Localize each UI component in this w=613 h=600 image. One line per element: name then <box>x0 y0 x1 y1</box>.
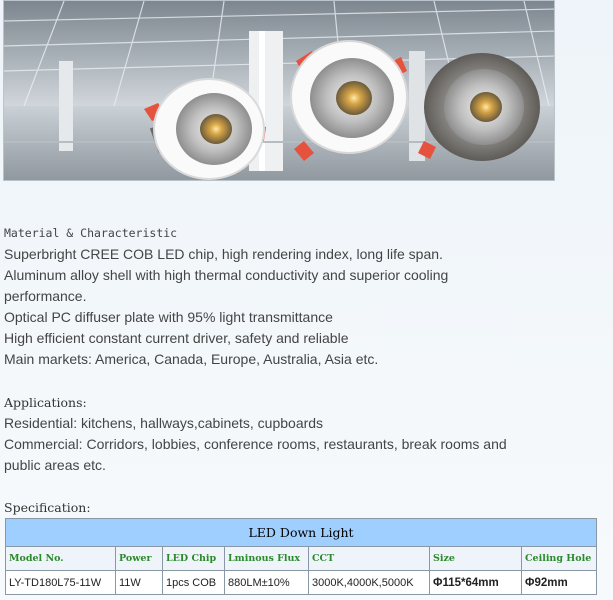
table-row <box>6 571 597 595</box>
header-ceiling-hole: Ceiling Hole <box>522 547 597 571</box>
cell-ceiling-hole: Φ92mm <box>522 571 597 595</box>
material-characteristic-heading: Material & Characteristic <box>4 226 178 240</box>
feature-line: performance. <box>4 288 87 304</box>
header-size: Size <box>430 547 522 571</box>
applications-heading: Applications: <box>4 395 87 410</box>
application-line: public areas etc. <box>4 457 106 473</box>
specification-heading: Specification: <box>4 500 91 515</box>
cell-size: Φ115*64mm <box>430 571 522 595</box>
feature-line: Optical PC diffuser plate with 95% light transmittance <box>4 309 333 325</box>
table-caption: LED Down Light <box>6 519 597 547</box>
header-cct: CCT <box>309 547 430 571</box>
table-header-row <box>6 547 597 571</box>
feature-line: High efficient constant current driver, safety and reliable <box>4 330 349 346</box>
header-luminous-flux: Lminous Flux <box>225 547 309 571</box>
cell-model-no: LY-TD180L75-11W <box>6 571 116 595</box>
header-model-no: Model No. <box>6 547 116 571</box>
cell-luminous-flux: 880LM±10% <box>225 571 309 595</box>
header-power: Power <box>116 547 163 571</box>
product-hero-image <box>3 0 555 181</box>
feature-line: Main markets: America, Canada, Europe, Australia, Asia etc. <box>4 351 379 367</box>
feature-line: Superbright CREE COB LED chip, high rendering index, long life span. <box>4 246 443 262</box>
cell-led-chip: 1pcs COB <box>163 571 225 595</box>
specification-table <box>5 518 597 595</box>
header-led-chip: LED Chip <box>163 547 225 571</box>
feature-line: Aluminum alloy shell with high thermal conductivity and superior cooling <box>4 267 449 283</box>
application-line: Commercial: Corridors, lobbies, conference rooms, restaurants, break rooms and <box>4 436 507 452</box>
application-line: Residential: kitchens, hallways,cabinets, cupboards <box>4 415 324 431</box>
cell-power: 11W <box>116 571 163 595</box>
cell-cct: 3000K,4000K,5000K <box>309 571 430 595</box>
